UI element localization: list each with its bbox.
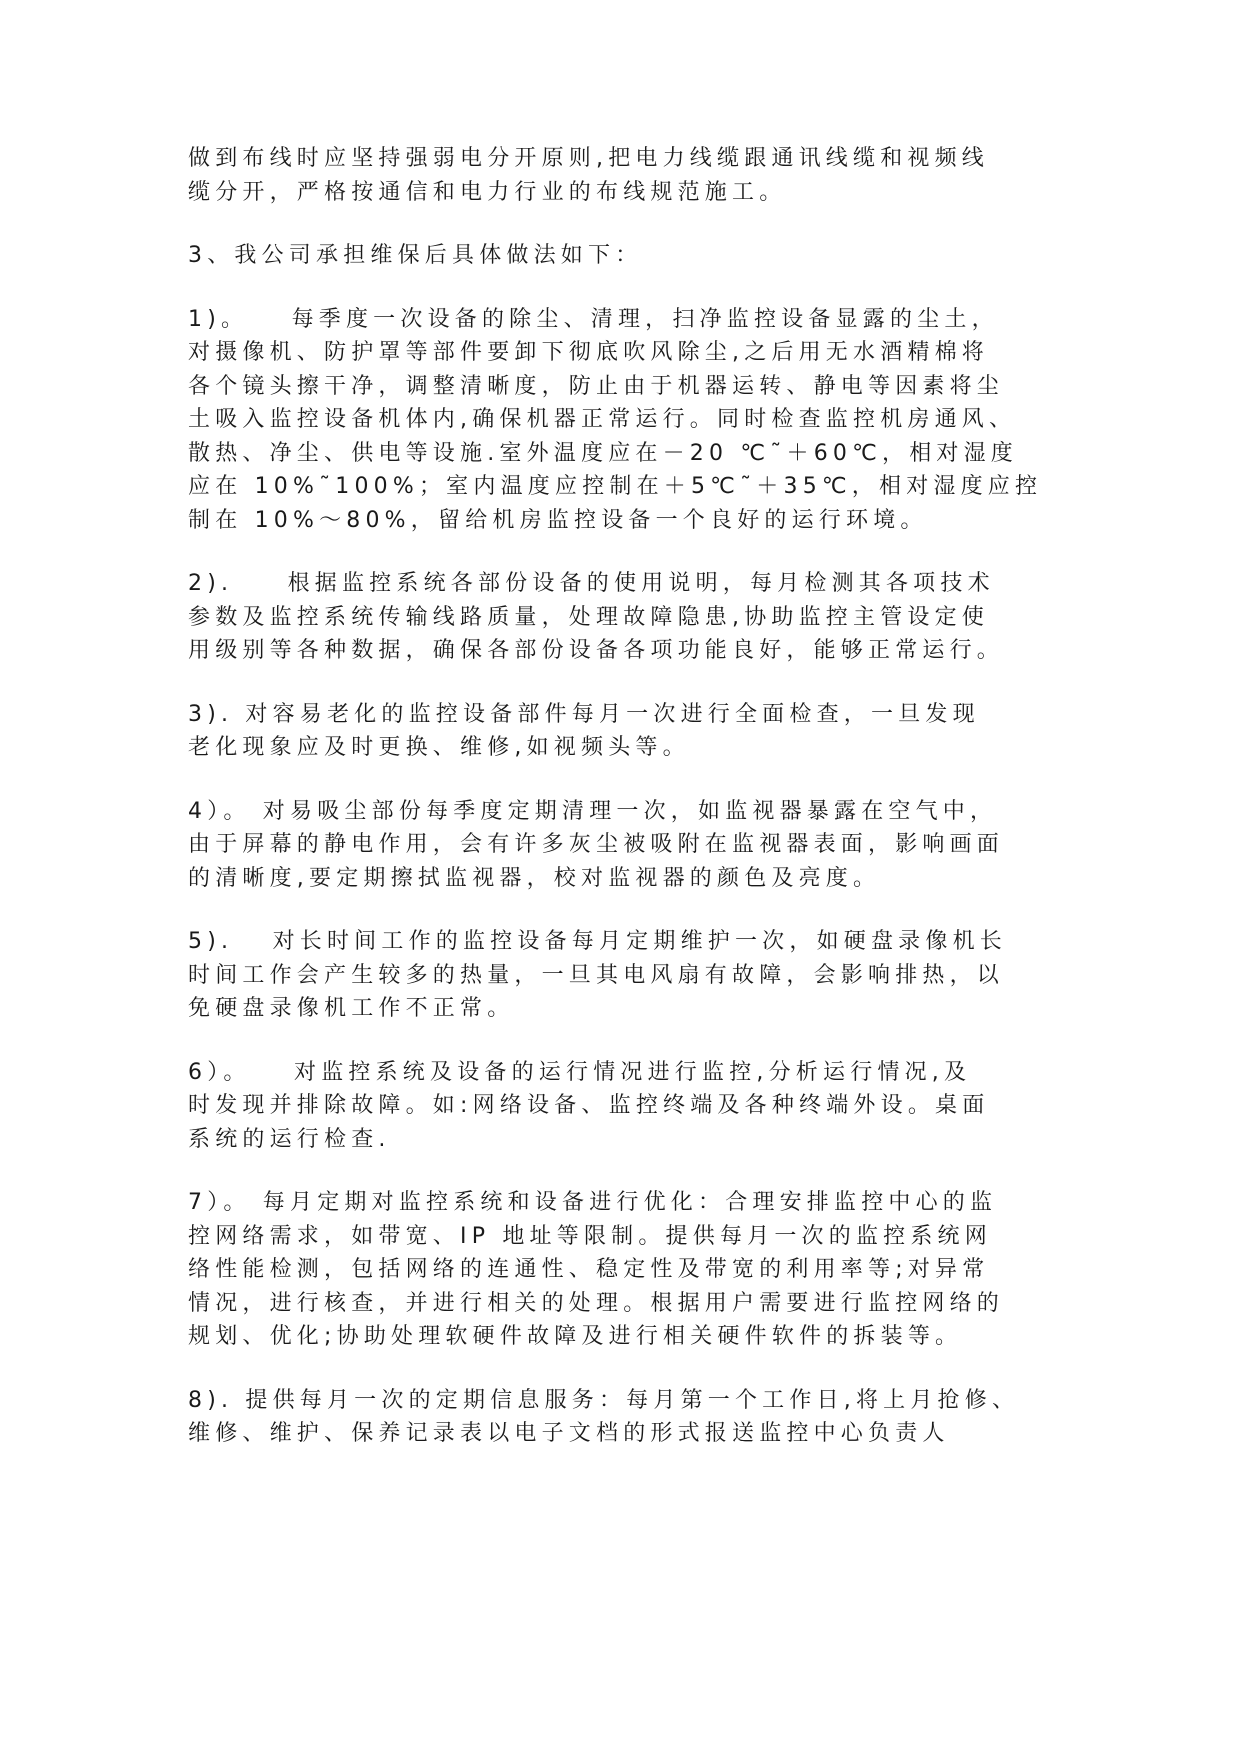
text-line: 用级别等各种数据，确保各部份设备各项功能良好，能够正常运行。 xyxy=(188,638,1005,663)
text-line: 缆分开，严格按通信和电力行业的布线规范施工。 xyxy=(188,179,787,205)
text-line: 控网络需求，如带宽、IP 地址等限制。提供每月一次的监控系统网 xyxy=(188,1223,992,1249)
text-line: 各个镜头擦干净，调整清晰度，防止由于机器运转、静电等因素将尘 xyxy=(188,373,1005,399)
text-line: 5). 对长时间工作的监控设备每月定期维护一次，如硬盘录像机长 xyxy=(188,929,1007,954)
text-line: 4）。 对易吸尘部份每季度定期清理一次，如监视器暴露在空气中， xyxy=(188,798,998,824)
text-line: 7）。 每月定期对监控系统和设备进行优化：合理安排监控中心的监 xyxy=(188,1190,998,1215)
text-line: 老化现象应及时更换、维修,如视频头等。 xyxy=(188,735,690,760)
paragraph-item-1 xyxy=(188,303,1068,538)
paragraph-item-4 xyxy=(188,795,1068,896)
text-line: 3). 对容易老化的监控设备部件每月一次进行全面检查，一旦发现 xyxy=(188,701,980,727)
text-line: 散热、净尘、供电等设施.室外温度应在－20 ℃˜＋60℃，相对湿度 xyxy=(188,440,1018,466)
text-line: 6）。 对监控系统及设备的运行情况进行监控,分析运行情况,及 xyxy=(188,1059,972,1085)
text-line: 规划、优化;协助处理软硬件故障及进行相关硬件软件的拆装等。 xyxy=(188,1324,963,1349)
paragraph-item-7 xyxy=(188,1186,1068,1354)
paragraph-item-5 xyxy=(188,925,1068,1026)
paragraph-item-3 xyxy=(188,698,1068,765)
text-line: 对摄像机、防护罩等部件要卸下彻底吹风除尘,之后用无水酒精棉将 xyxy=(188,340,989,365)
text-line: 系统的运行检查. xyxy=(188,1126,391,1152)
text-line: 做到布线时应坚持强弱电分开原则,把电力线缆跟通讯线缆和视频线 xyxy=(188,146,989,171)
paragraph-item-2 xyxy=(188,567,1068,668)
text-line: 2). 根据监控系统各部份设备的使用说明，每月检测其各项技术 xyxy=(188,571,995,596)
paragraph-item-6 xyxy=(188,1056,1068,1157)
text-line: 时间工作会产生较多的热量，一旦其电风扇有故障，会影响排热，以 xyxy=(188,962,1005,988)
text-line: 3、我公司承担维保后具体做法如下： xyxy=(188,243,643,268)
text-line: 络性能检测，包括网络的连通性、稳定性及带宽的利用率等;对异常 xyxy=(188,1257,990,1282)
text-line: 应在 10%˜100%；室内温度应控制在＋5℃˜＋35℃，相对湿度应控 xyxy=(188,474,1043,499)
text-line: 免硬盘录像机工作不正常。 xyxy=(188,996,515,1021)
paragraph-item-8 xyxy=(188,1384,1068,1451)
document-body xyxy=(188,142,1068,1481)
text-line: 维修、维护、保养记录表以电子文档的形式报送监控中心负责人 xyxy=(188,1421,950,1446)
text-line: 土吸入监控设备机体内,确保机器正常运行。同时检查监控机房通风、 xyxy=(188,407,1017,432)
text-line: 1)。 每季度一次设备的除尘、清理，扫净监控设备显露的尘土， xyxy=(188,306,999,332)
text-line: 情况，进行核查，并进行相关的处理。根据用户需要进行监控网络的 xyxy=(188,1290,1005,1316)
text-line: 由于屏幕的静电作用，会有许多灰尘被吸附在监视器表面，影响画面 xyxy=(188,832,1005,857)
paragraph-section-3 xyxy=(188,239,1068,273)
text-line: 参数及监控系统传输线路质量，处理故障隐患,协助监控主管设定使 xyxy=(188,604,989,630)
text-line: 时发现并排除故障。如:网络设备、监控终端及各种终端外设。桌面 xyxy=(188,1093,990,1118)
text-line: 制在 10%～80%，留给机房监控设备一个良好的运行环境。 xyxy=(188,507,928,533)
paragraph-intro xyxy=(188,142,1068,209)
text-line: 的清晰度,要定期擦拭监视器，校对监视器的颜色及亮度。 xyxy=(188,865,881,891)
text-line: 8). 提供每月一次的定期信息服务：每月第一个工作日,将上月抢修、 xyxy=(188,1387,1020,1413)
